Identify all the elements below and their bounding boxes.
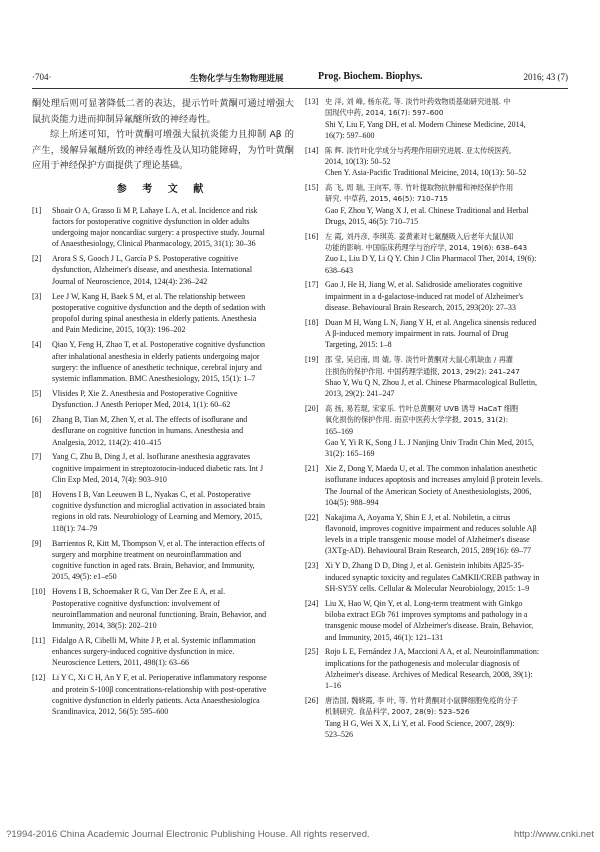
reference-item: [305, 182, 569, 227]
reference-line: and Immunity, 2015, 46(1): 121–131: [325, 632, 444, 642]
reference-line: levels in a triple transgenic mouse model of Alzheimer's disease: [325, 535, 530, 545]
reference-line: 氧化损伤的保护作用. 南京中医药大学学报, 2015, 31(2):: [325, 415, 509, 425]
reference-item: [305, 317, 569, 351]
reference-number: [8]: [32, 489, 42, 499]
reference-line: cognitive function in aged rats. Brain, Behavior, and Immunity,: [52, 561, 255, 571]
reference-line: factors for postoperative cognitive dysfunction in older adults: [52, 216, 250, 226]
reference-item: [32, 205, 294, 250]
reference-line: Alzheimer's disease. Archives of Medical Research, 2008, 39(1):: [325, 669, 533, 679]
reference-line: 2013, 29(2): 241–247: [325, 389, 395, 399]
reference-line: SH-SY5Y cells. Cellular & Molecular Neurobiology, 2015: 1–9: [325, 583, 530, 593]
reference-item: [32, 538, 294, 583]
reference-line: Barrientos R, Kitt M, Thompson V, et al. The interaction effects of: [52, 538, 265, 548]
reference-number: [9]: [32, 538, 42, 548]
cnki-url: http://www.cnki.net: [514, 829, 594, 840]
reference-line: 唐浩国, 魏晓霞, 李 叶, 等. 竹叶黄酮对小鼠脾细胞免疫的分子: [325, 696, 519, 706]
left-column: [32, 96, 294, 721]
reference-line: Nakajima A, Aoyama Y, Shin E J, et al. Nobiletin, a citrus: [325, 512, 511, 522]
journal-title-cn: 生物化学与生物物理进展: [190, 74, 284, 84]
reference-line: 史 洋, 刘 峰, 杨东花, 等. 淡竹叶药效物质基础研究进展. 中: [325, 97, 511, 106]
reference-line: propofol during spinal anesthesia in elderly patients. Anesthesia: [52, 314, 257, 324]
reference-item: [32, 451, 294, 485]
reference-line: Neuroscience Letters, 2011, 498(1): 63–66: [52, 658, 189, 668]
reference-item: [305, 96, 569, 141]
reference-number: [13]: [305, 97, 319, 106]
reference-item: [32, 635, 294, 669]
volume-issue: 2016; 43 (7): [523, 72, 568, 82]
reference-line: flavonoid, improves cognitive impairment and reduces soluble Aβ: [325, 523, 537, 533]
reference-item: [32, 672, 294, 717]
reference-line: Shoair O A, Grasso Ii M P, Lahaye L A, et al. Incidence and risk: [52, 205, 258, 215]
reference-item: [305, 403, 569, 459]
reference-line: 31(2): 165–169: [325, 449, 375, 459]
copyright-notice: ?1994-2016 China Academic Journal Electronic Publishing House. All rights reserved.: [6, 829, 370, 840]
reference-item: [32, 339, 294, 384]
reference-number: [21]: [305, 463, 319, 473]
reference-item: [305, 463, 569, 508]
body-paragraph-1: 酮处理后则可显著降低二者的表达，提示竹叶黄酮可通过增强大鼠抗炎能力进而抑制异氟醚所致的神经毒性。: [32, 98, 294, 125]
reference-line: Targeting, 2015: 1–8: [325, 340, 392, 350]
reference-line: 16(7): 597–600: [325, 130, 375, 140]
page-footer: [6, 829, 594, 841]
reference-line: 104(5): 988–994: [325, 497, 379, 507]
reference-list-right: [305, 96, 569, 740]
reference-line: transgenic mouse model of Alzheimer's disease. Brain, Behavior,: [325, 621, 534, 631]
reference-line: Lee J W, Kang H, Baek S M, et al. The relationship between: [52, 291, 246, 301]
reference-number: [7]: [32, 452, 42, 462]
reference-line: (3XTg-AD). Behavioural Brain Research, 2015, 289(16): 69–77: [325, 546, 531, 556]
reference-line: 高 扬, 易若琨, 宋家乐. 竹叶总黄酮对 UVB 诱导 HaCaT 细胞: [325, 403, 519, 413]
reference-line: of Anaesthesiology, Clinical Pharmacology, 2015, 31(1): 30–36: [52, 239, 256, 249]
reference-line: 1–16: [325, 681, 341, 691]
reference-line: Xie Z, Dong Y, Maeda U, et al. The common inhalation anesthetic: [325, 463, 538, 473]
reference-number: [24]: [305, 598, 319, 608]
reference-line: 机制研究. 食品科学, 2007, 28(9): 523–526: [325, 707, 470, 717]
reference-number: [12]: [32, 673, 46, 683]
reference-line: Yang C, Zhu B, Ding J, et al. Isoflurane anesthesia aggravates: [52, 452, 251, 462]
reference-item: [305, 598, 569, 643]
reference-line: Zuo L, Liu D Y, Li Q Y. Chin J Clin Pharmacol Ther, 2014, 19(6):: [325, 254, 537, 264]
reference-line: Gao F, Zhou Y, Wang X J, et al. Chinese Traditional and Herbal: [325, 205, 529, 215]
reference-number: [25]: [305, 647, 319, 657]
reference-item: [32, 291, 294, 336]
reference-number: [18]: [305, 317, 319, 327]
reference-line: 左 霞, 刘丹彦, 李琪英. 姜黄素对七氟醚吸入后老年大鼠认知: [325, 231, 514, 241]
reference-number: [23]: [305, 561, 319, 571]
reference-line: after inhalational anesthesia in elderly patients undergoing major: [52, 351, 260, 361]
reference-item: [32, 489, 294, 534]
reference-number: [11]: [32, 635, 46, 645]
reference-line: 国现代中药, 2014, 16(7): 597–600: [325, 108, 444, 118]
reference-number: [1]: [32, 205, 42, 215]
reference-line: Qiao Y, Feng H, Zhao T, et al. Postoperative cognitive dysfunction: [52, 340, 265, 350]
reference-item: [305, 560, 569, 594]
reference-number: [26]: [305, 696, 319, 706]
reference-item: [305, 512, 569, 557]
reference-item: [305, 279, 569, 313]
reference-line: Chen Y. Asia-Pacific Traditional Meicine, 2014, 10(13): 50–52: [325, 168, 527, 178]
reference-line: Immunity, 2014, 38(5): 202–210: [52, 621, 157, 631]
reference-line: systemic inflammation. BMC Anesthesiology, 2015, 15(1): 1–7: [52, 374, 256, 384]
reference-number: [16]: [305, 231, 319, 241]
reference-line: and Pain Medicine, 2015, 10(3): 196–202: [52, 325, 186, 335]
reference-list-left: [32, 205, 294, 718]
reference-line: 165–169: [325, 426, 353, 436]
reference-line: 注损伤的保护作用. 中国药理学通报, 2013, 29(2): 241–247: [325, 366, 520, 376]
reference-line: Fidalgo A R, Cibelli M, White J P, et al. Systemic inflammation: [52, 635, 256, 645]
reference-line: 研究. 中草药, 2015, 46(5): 710–715: [325, 194, 449, 204]
reference-line: surgery and morphine treatment on neuroinflammation and: [52, 549, 242, 559]
reference-line: cognitive dysfunction in elderly patients. Acta Anaesthesiologica: [52, 695, 260, 705]
reference-line: enhances surgery-induced cognitive dysfunction in mice.: [52, 647, 235, 657]
reference-line: 638–643: [325, 265, 353, 275]
reference-line: biloba extract EGb 761 improves symptoms and pathology in a: [325, 609, 528, 619]
reference-number: [10]: [32, 587, 46, 597]
reference-line: Journal of Neuroscience, 2014, 124(4): 236–242: [52, 276, 208, 286]
reference-line: Gao Y, Yi R K, Song J L. J Nanjing Univ Tradit Chin Med, 2015,: [325, 437, 534, 447]
reference-line: Clin Exp Med, 2014, 7(4): 903–910: [52, 475, 167, 485]
reference-line: Xi Y D, Zhang D D, Ding J, et al. Genistein inhibits Aβ25-35-: [325, 561, 525, 571]
reference-line: Hovens I B, Van Leeuwen B L, Nyakas C, et al. Postoperative: [52, 489, 251, 499]
reference-item: [32, 388, 294, 411]
reference-item: [32, 414, 294, 448]
reference-line: Drugs, 2015, 46(5): 710–715: [325, 216, 419, 226]
reference-number: [19]: [305, 355, 319, 365]
reference-line: dysfunction, Alzheimer's disease, and anesthesia. International: [52, 265, 253, 275]
reference-item: [305, 354, 569, 399]
reference-line: 功能的影响. 中国临床药理学与治疗学, 2014, 19(6): 638–643: [325, 243, 528, 253]
page-number: ·704·: [32, 72, 52, 82]
reference-line: Postoperative cognitive dysfunction: involvement of: [52, 598, 220, 608]
reference-line: Arora S S, Gooch J L, García P S. Postoperative cognitive: [52, 254, 239, 264]
reference-line: Analgesia, 2012, 114(2): 410–415: [52, 437, 162, 447]
reference-line: Zhang B, Tian M, Zhen Y, et al. The effects of isoflurane and: [52, 415, 248, 425]
reference-line: A β-induced memory impairment in rats. Journal of Drug: [325, 329, 509, 339]
body-paragraph-2: 综上所述可知，竹叶黄酮可增强大鼠抗炎能力且抑制 Aβ 的产生，缓解异氟醚所致的神经毒性及认知功能障碍，为竹叶黄酮应用于神经保护方面提供了理论基础。: [32, 129, 294, 171]
reference-line: Liu X, Hao W, Qin Y, et al. Long-term treatment with Ginkgo: [325, 598, 523, 608]
reference-line: Dysfunction. J Anesth Perioper Med, 2014, 1(1): 60–62: [52, 400, 231, 410]
reference-line: Duan M H, Wang L N, Jiang Y H, et al. Angelica sinensis reduced: [325, 317, 537, 327]
references-heading: 参 考 文 献: [116, 183, 210, 195]
reference-item: [32, 253, 294, 287]
reference-number: [2]: [32, 254, 42, 264]
reference-number: [14]: [305, 145, 319, 155]
reference-item: [305, 145, 569, 179]
reference-number: [15]: [305, 183, 319, 193]
reference-number: [6]: [32, 415, 42, 425]
reference-number: [3]: [32, 291, 42, 301]
reference-number: [22]: [305, 512, 319, 522]
reference-line: The Journal of the American Society of Anesthesiologists, 2006,: [325, 486, 532, 496]
reference-line: cognitive impairment in streptozotocin-induced diabetic rats. Int J: [52, 463, 264, 473]
reference-line: and protein S-100β concentrations-relationship with post-operative: [52, 684, 267, 694]
reference-item: [305, 231, 569, 276]
reference-number: [17]: [305, 280, 319, 290]
reference-line: 523–526: [325, 729, 353, 739]
reference-line: 高 飞, 周 瑞, 王向军, 等. 竹叶提取物抗肿瘤和神经保护作用: [325, 183, 514, 193]
reference-line: 陈 辉. 淡竹叶化学成分与药理作用研究进展. 亚太传统医药,: [325, 145, 512, 155]
reference-line: Scandinavica, 2012, 56(5): 595–600: [52, 707, 169, 717]
reference-line: Shao Y, Wu Q N, Zhou J, et al. Chinese Pharmacological Bulletin,: [325, 377, 537, 387]
reference-number: [5]: [32, 388, 42, 398]
reference-line: disease. Behavioural Brain Research, 2015, 293(20): 27–33: [325, 303, 516, 313]
reference-item: [305, 646, 569, 691]
reference-line: cognitive dysfunction and microglial activation in associated brain: [52, 501, 266, 511]
reference-line: desflurane on cognitive function in humans. Anesthesia and: [52, 426, 244, 436]
reference-line: undergoing major noncardiac surgery: a prospective study. Journal: [52, 228, 265, 238]
reference-line: Gao J, He H, Jiang W, et al. Salidroside ameliorates cognitive: [325, 280, 523, 290]
reference-line: regions in old rats. Neurobiology of Learning and Memory, 2015,: [52, 512, 263, 522]
right-column: [305, 96, 569, 744]
reference-line: Rojo L E, Fernández J A, Maccioni A A, et al. Neuroinflammation:: [325, 647, 540, 657]
reference-line: implications for the pathogenesis and molecular diagnosis of: [325, 658, 520, 668]
journal-title-en: Prog. Biochem. Biophys.: [318, 71, 423, 82]
reference-line: induced synaptic toxicity and regulates CaMKII/CREB pathway in: [325, 572, 540, 582]
reference-line: isoflurane induces apoptosis and increases amyloid β protein levels.: [325, 475, 543, 485]
reference-line: Li Y C, Xi C H, An Y F, et al. Perioperative inflammatory response: [52, 673, 267, 683]
reference-number: [20]: [305, 403, 319, 413]
reference-line: 118(1): 74–79: [52, 523, 98, 533]
reference-item: [305, 695, 569, 740]
reference-line: surgery: the influence of anesthetic technique, cerebral injury and: [52, 362, 262, 372]
reference-number: [4]: [32, 340, 42, 350]
reference-line: 2015, 49(5): e1–e50: [52, 572, 117, 582]
reference-line: 邵 莹, 吴启南, 周 婧, 等. 淡竹叶黄酮对大鼠心肌缺血 / 再灌: [325, 355, 513, 365]
reference-line: 2014, 10(13): 50–52: [325, 156, 391, 166]
reference-line: Shi Y, Liu F, Yang DH, et al. Modern Chinese Medicine, 2014,: [325, 119, 526, 129]
reference-line: Vlisides P, Xie Z. Anesthesia and Postoperative Cognitive: [52, 388, 238, 398]
reference-line: postoperative cognitive dysfunction and the depth of sedation with: [52, 302, 266, 312]
running-header: [32, 72, 568, 89]
reference-line: Tang H G, Wei X X, Li Y, et al. Food Science, 2007, 28(9):: [325, 718, 515, 728]
reference-line: Hovens I B, Schoemaker R G, Van Der Zee E A, et al.: [52, 587, 226, 597]
reference-line: impairment in a d-galactose-induced rat model of Alzheimer's: [325, 291, 524, 301]
reference-item: [32, 586, 294, 631]
reference-line: neuroinflammation and neuronal functioning. Brain, Behavior, and: [52, 609, 267, 619]
